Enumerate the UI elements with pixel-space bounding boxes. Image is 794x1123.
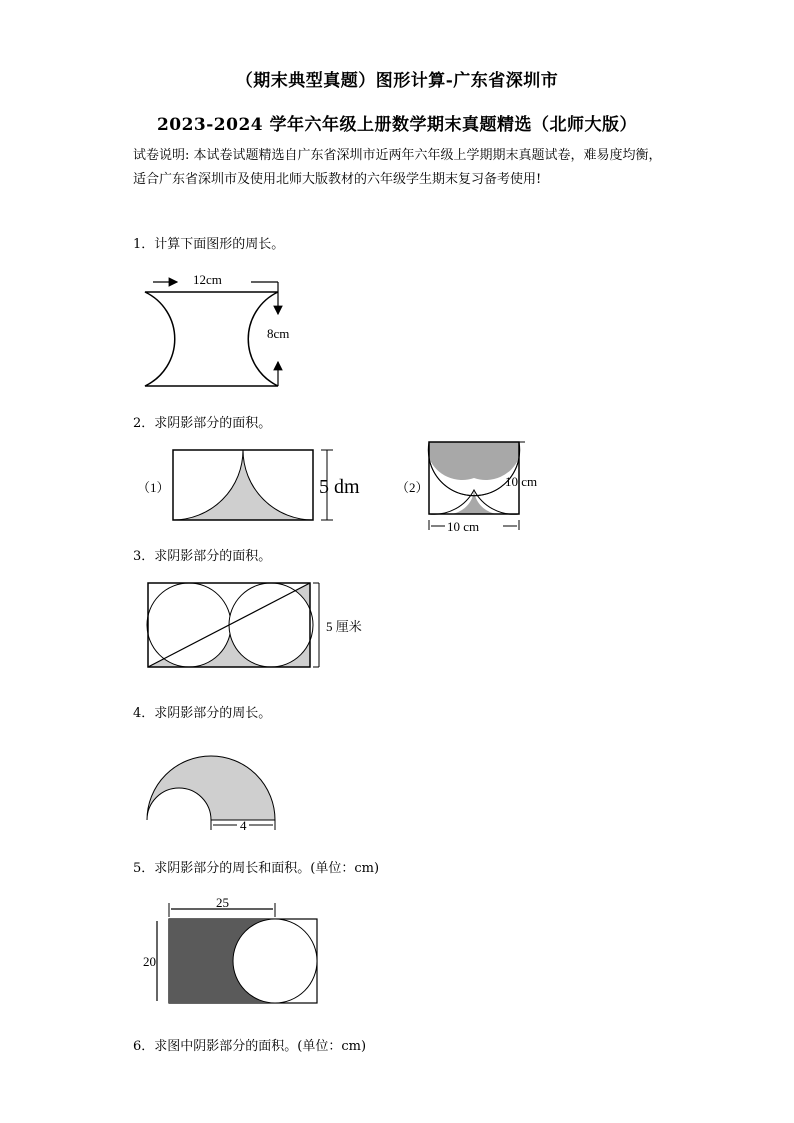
figure-2 xyxy=(133,440,563,540)
figure-3-height-label: 5 厘米 xyxy=(326,619,362,634)
title-line-1: （期末典型真题）图形计算-广东省深圳市 xyxy=(235,71,559,91)
figure-2-width2-label: 10 cm xyxy=(447,519,480,534)
title-line-2: 2023-2024 学年六年级上册数学期末真题精选（北师大版） xyxy=(156,115,638,135)
figure-2-dim1-label: 5 dm xyxy=(319,476,360,498)
question-3: 3．求阴影部分的面积。 xyxy=(133,549,272,564)
question-2: 2．求阴影部分的面积。 xyxy=(133,416,272,431)
question-4: 4．求阴影部分的周长。 xyxy=(133,706,272,721)
figure-2-part2-label: （2） xyxy=(396,480,429,495)
figure-2-part1-label: （1） xyxy=(137,480,170,495)
figure-4 xyxy=(133,746,293,838)
figure-3 xyxy=(133,578,373,673)
figure-2-height2-label: 10 cm xyxy=(505,474,538,489)
figure-5 xyxy=(133,893,333,1013)
intro-text: 试卷说明: 本试卷试题精选自广东省深圳市近两年六年级上学期期末真题试卷，难易度均衡，适合广东省深圳市及使用北师大版教材的六年级学生期末复习备考使用! xyxy=(133,148,662,187)
figure-4-radius-label: 4 xyxy=(240,818,247,833)
figure-5-height-label: 20 xyxy=(143,954,156,969)
question-1: 1．计算下面图形的周长。 xyxy=(133,237,285,252)
question-6: 6．求图中阴影部分的面积。(单位：cm) xyxy=(133,1039,367,1054)
figure-1 xyxy=(133,262,313,392)
figure-1-height-label: 8cm xyxy=(267,326,290,341)
figure-1-width-label: 12cm xyxy=(193,272,222,287)
question-5: 5．求阴影部分的周长和面积。(单位：cm) xyxy=(133,861,380,876)
figure-5-width-label: 25 xyxy=(216,895,229,910)
